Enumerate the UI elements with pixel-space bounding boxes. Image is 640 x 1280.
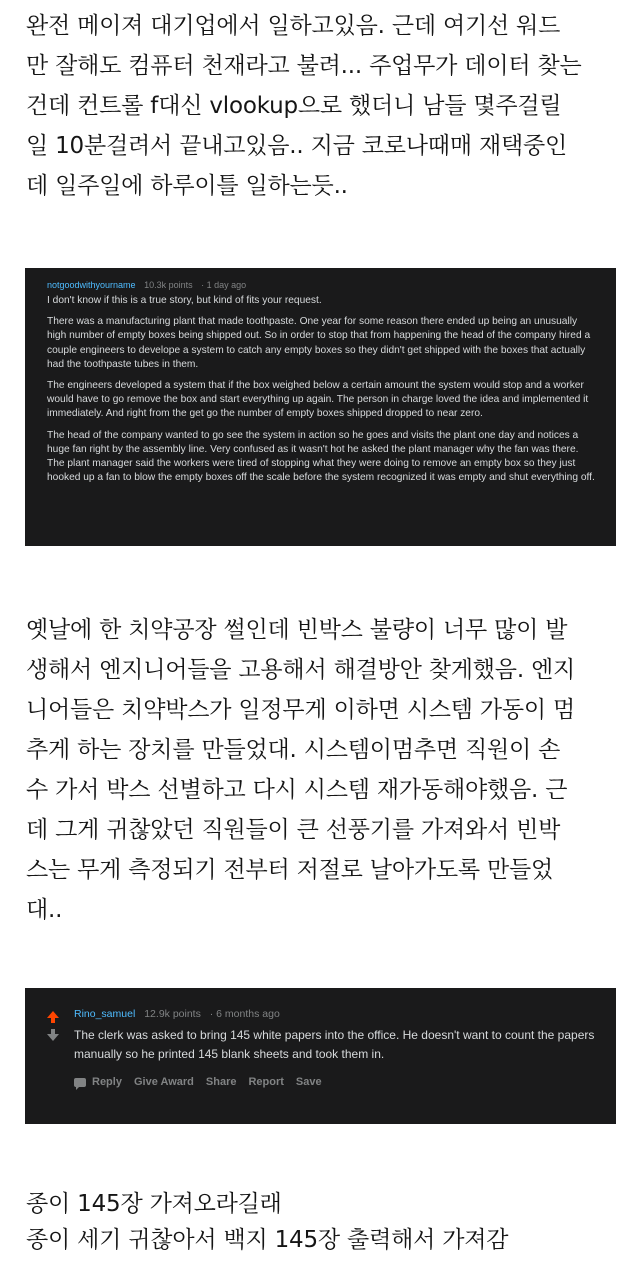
reply-label: Reply [92,1076,122,1088]
comment-age: · 6 months ago [209,1008,280,1020]
comment-username[interactable]: Rino_samuel [74,1008,136,1020]
comment-meta [74,1008,598,1020]
comment-username[interactable]: notgoodwithyourname [47,280,136,290]
save-button[interactable]: Save [295,1076,322,1088]
comment-actions [74,1076,598,1088]
comment-points: 12.9k points [144,1008,201,1020]
reply-button[interactable] [74,1076,122,1088]
comment-paragraph: The head of the company wanted to go see the system in action so he goes and visits the plant one day and notices a huge fan right by the assembly line. Very confused as it wasn't hot he asked the plant manager why the fan was there. The plant manager said the workers were tired of stopping what they were doing to remove an empty box so they just hooked up a fan to blow the empty boxes off the scale before the system recognized it was empty and shut everything off. [47,429,595,484]
comment-paragraph: The engineers developed a system that if the box weighed below a certain amount the system would stop and a worker would have to go remove the box and start everything up again. The person in charge loved the idea and implemented it immediately. And right from the get go the number of empty boxes shipped dropped to near zero. [47,380,589,420]
comment-points: 10.3k points [144,280,193,290]
give-award-button[interactable]: Give Award [133,1076,194,1088]
chat-bubble-icon [74,1078,86,1087]
reddit-comment-papers [25,988,616,1124]
vote-column [40,1008,66,1088]
upvote-arrow-icon[interactable] [47,1011,59,1023]
comment-age: · 1 day ago [201,280,247,290]
comment-paragraph: There was a manufacturing plant that made toothpaste. One year for some reason there ended up being an unusually high number of empty boxes being shipped out. So in order to stop that from happening the head of the company hired a couple engineers to develope a system to catch any empty boxes so they didn't get shipped with the boxes that actually had the toothpaste tubes in them. [47,316,591,370]
share-button[interactable]: Share [205,1076,237,1088]
comment-text: The clerk was asked to bring 145 white papers into the office. He doesn't want to count the papers manually so he printed 145 blank sheets and took them in. [74,1028,595,1061]
explain-paragraph: 옛날에 한 치약공장 썰인데 빈박스 불량이 너무 많이 발 생해서 엔지니어들을 고용해서 해결방안 찾게했음. 엔지 니어들은 치약박스가 일정무게 이하면 시스템 가동이 멈 추게 하는 장치를 만들었대. 시스템이멈추면 직원이 손 수 가서 박스 선별하고 다시 시스템 재가동해야했음. 근 데 그게 귀찮았던 직원들이 큰 선풍기를 가져와서 빈박 스는 무게 측정되기 전부터 저절로 날아가도록 만들었 대.. [26,617,576,923]
report-button[interactable]: Report [248,1076,284,1088]
intro-paragraph: 완전 메이져 대기업에서 일하고있음. 근데 여기선 워드 만 잘해도 컴퓨터 천재라고 불려... 주업무가 데이터 찾는 건데 컨트롤 f대신 vlookup으로 했더니 남들 몇주걸릴 일 10분걸려서 끝내고있음.. 지금 코로나때매 재택중인 데 일주일에 하루이틀 일하는듯.. [26,13,582,199]
downvote-arrow-icon[interactable] [47,1023,59,1041]
comment-paragraph: I don't know if this is a true story, but kind of fits your request. [47,295,322,306]
reddit-comment-toothpaste [25,268,616,546]
comment-meta [47,280,598,290]
outro-paragraph: 종이 145장 가져오라길래 종이 세기 귀찮아서 백지 145장 출력해서 가져감 [26,1191,509,1253]
